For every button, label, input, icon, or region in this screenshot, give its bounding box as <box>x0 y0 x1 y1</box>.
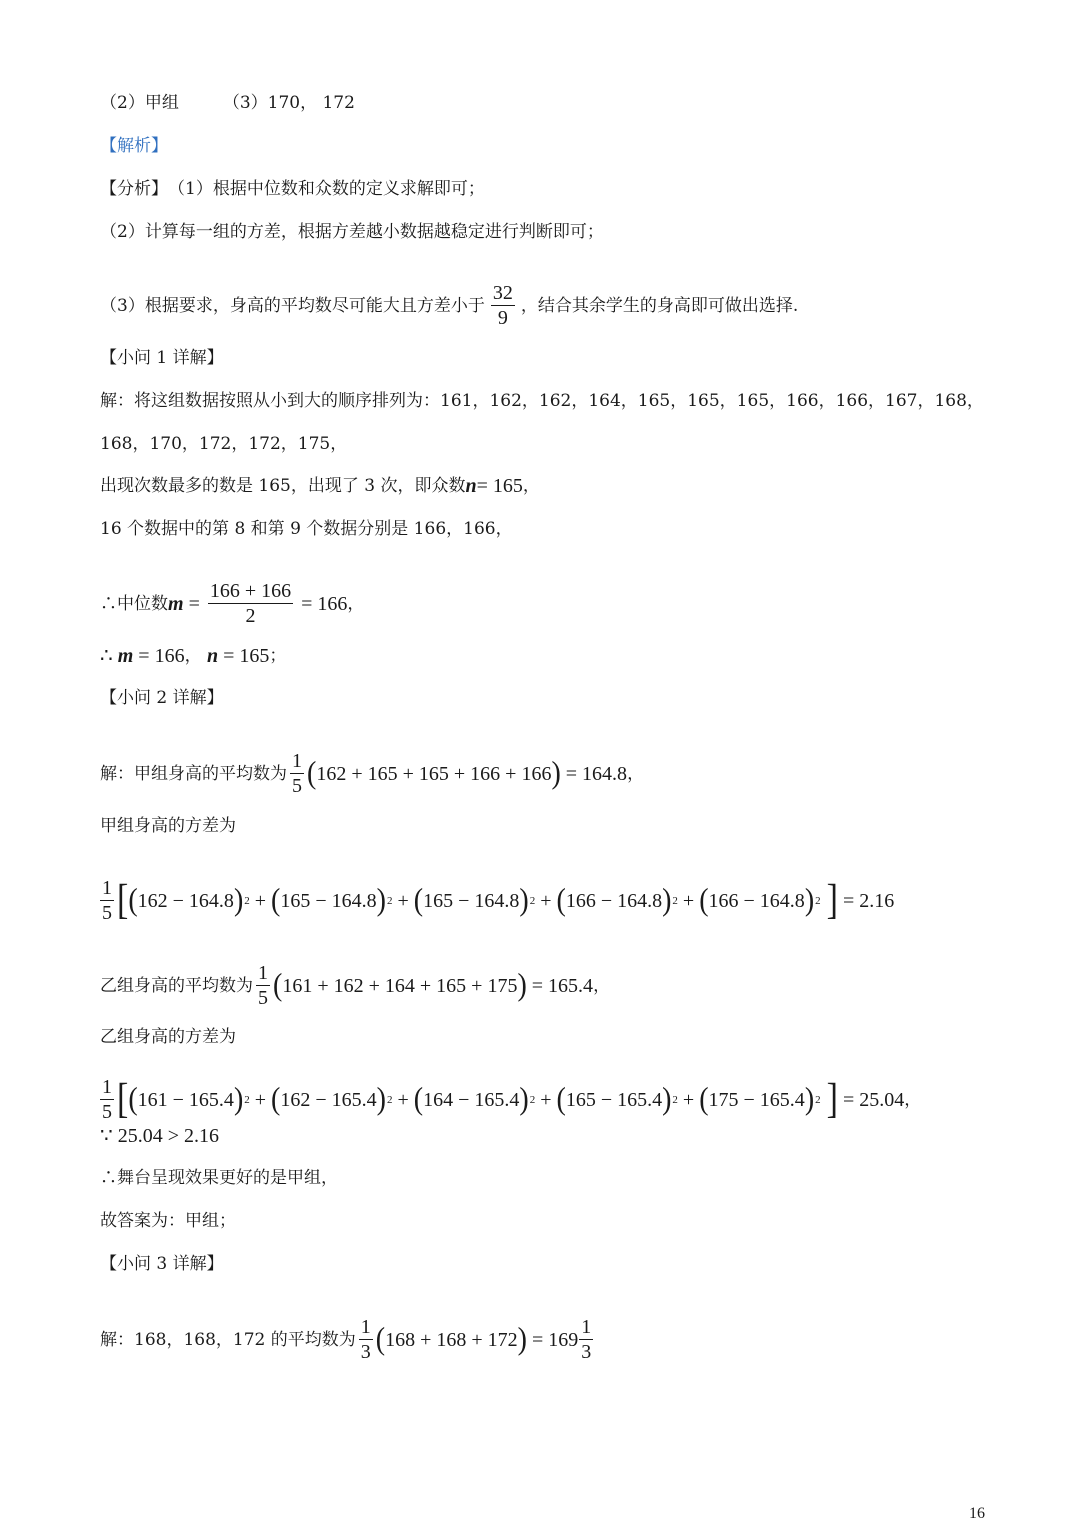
q2-heading: 【小问 2 详解】 <box>100 688 224 708</box>
q1-heading: 【小问 1 详解】 <box>100 348 224 368</box>
left-paren: ( <box>128 882 138 918</box>
q2-conclusion-line: ∴舞台呈现效果更好的是甲组， <box>100 1168 338 1188</box>
mode-equation: n = 165 <box>465 475 523 497</box>
left-paren: ( <box>271 1081 281 1117</box>
left-paren: ( <box>699 882 709 918</box>
q1-conclusion-line: ∴ m = 166 ， n = 165 ； <box>100 645 287 667</box>
left-paren: ( <box>375 1321 386 1357</box>
yi-mean-equation: $\frac{1}{5}$ ( 161 + 162 + 164 + 165 + 175 ) = 165.4 <box>258 962 594 1009</box>
q1-mode-line: 出现次数最多的数是 165，出现了 3 次，即众数 n = 165 ， <box>100 475 540 497</box>
one-third-fraction: $\frac{1}{3}$ <box>360 1316 371 1363</box>
q3-mean-line: 解：168，168，172 的平均数为 $\frac{1}{3}$ ( 168 + 168 + 172 ) = 169 $\frac{1}{3}$ <box>100 1316 1040 1363</box>
right-paren: ) <box>519 882 529 918</box>
one-fifth-fraction: $\frac{1}{5}$ <box>102 877 112 924</box>
answer-line <box>100 91 1040 115</box>
median-fraction: $\frac{166 + 166}{2}$ <box>209 580 292 627</box>
q2-jia-mean-line: 解：甲组身高的平均数为 $\frac{1}{5}$ ( 162 + 165 + 165 + 166 + 166 ) = 164.8 ， <box>100 750 645 797</box>
fenxi-line-1 <box>100 177 1040 201</box>
right-paren: ) <box>517 1321 527 1357</box>
right-paren: ) <box>662 882 672 918</box>
left-paren: ( <box>128 1081 138 1117</box>
right-paren: ) <box>519 1081 529 1117</box>
right-paren: ) <box>804 882 815 918</box>
left-bracket: [ <box>117 876 129 923</box>
fenxi-p3-before: （3）根据要求，身高的平均数尽可能大且方差小于 <box>100 295 485 316</box>
q2-yi-mean-line: 乙组身高的平均数为 $\frac{1}{5}$ ( 161 + 162 + 164 + 165 + 175 ) = 165.4 ， <box>100 962 611 1009</box>
left-paren: ( <box>556 1081 566 1117</box>
fenxi-line-3 <box>100 282 1040 329</box>
q1-sorted-line-1: 解：将这组数据按照从小到大的顺序排列为：161，162，162，164，165，165，165，166，166，167，168， <box>100 391 984 411</box>
q3-heading: 【小问 3 详解】 <box>100 1254 224 1274</box>
right-paren: ) <box>233 1081 244 1117</box>
q2-because-line: ∵ 25.04 > 2.16 <box>100 1125 220 1147</box>
mixed-number-result: = 169 $\frac{1}{3}$ <box>526 1316 592 1363</box>
q2-answer-line: 故答案为：甲组； <box>100 1211 236 1231</box>
right-paren: ) <box>233 882 244 918</box>
answer-q2: （2）甲组 <box>100 93 179 113</box>
right-bracket: ] <box>826 1075 838 1122</box>
jia-mean-equation: $\frac{1}{5}$ ( 162 + 165 + 165 + 166 + 166 ) = 164.8 <box>292 750 628 797</box>
jiexi-label: 【解析】 <box>100 136 168 156</box>
right-bracket: ] <box>826 876 838 923</box>
right-paren: ) <box>662 1081 672 1117</box>
page-number: 16 <box>969 1505 985 1522</box>
left-bracket: [ <box>117 1075 129 1122</box>
q3-mean-equation: $\frac{1}{3}$ ( 168 + 168 + 172 ) = 169 $\frac{1}{3}$ <box>356 1316 597 1363</box>
right-paren: ) <box>376 882 386 918</box>
right-paren: ) <box>517 967 527 1003</box>
q1-n-math: n = 165 <box>206 645 270 667</box>
fenxi-p3-after: ，结合其余学生的身高即可做出选择. <box>520 295 799 316</box>
left-paren: ( <box>556 882 566 918</box>
left-paren: ( <box>413 1081 424 1117</box>
q2-yi-var-line: $\frac{1}{5}$ [ ( 161 − 165.4 ) 2 + ( 162 − 165.4 ) 2 + ( 164 − 165.4 ) 2 + ( 165 − 165.4 ) 2 + ( 175 − 165.4 ) 2 ] = 25.04 ， <box>102 1075 922 1123</box>
right-paren: ) <box>804 1081 815 1117</box>
q1-conclusion-math: ∴ m = 166 <box>100 645 185 667</box>
left-paren: ( <box>273 967 283 1003</box>
right-paren: ) <box>376 1081 386 1117</box>
q2-yi-var-label: 乙组身高的方差为 <box>100 1027 236 1047</box>
q1-sorted-line-2: 168，170，172，172，175， <box>100 434 348 454</box>
median-equation: m = $\frac{166 + 166}{2}$ = 166 <box>168 580 348 627</box>
left-paren: ( <box>307 755 317 791</box>
yi-variance-equation: $\frac{1}{5}$ [ ( 161 − 165.4 ) 2 + ( 162 − 165.4 ) 2 + ( 164 − 165.4 ) 2 + ( 165 − 165.4 ) 2 + ( 175 − 165.4 ) 2 ] = 25.04 <box>102 1075 905 1123</box>
result-fraction: $\frac{1}{3}$ <box>581 1316 592 1363</box>
one-fifth-fraction: $\frac{1}{5}$ <box>292 750 302 797</box>
left-paren: ( <box>699 1081 709 1117</box>
fenxi-line-2: （2）计算每一组的方差，根据方差越小数据越稳定进行判断即可； <box>100 222 604 242</box>
q1-median-data-line: 16 个数据中的第 8 和第 9 个数据分别是 166，166， <box>100 519 513 539</box>
one-fifth-fraction: $\frac{1}{5}$ <box>258 962 268 1009</box>
q2-jia-var-label: 甲组身高的方差为 <box>100 816 236 836</box>
one-fifth-fraction: $\frac{1}{5}$ <box>102 1076 112 1123</box>
right-paren: ) <box>551 755 561 791</box>
jia-variance-equation: $\frac{1}{5}$ [ ( 162 − 164.8 ) 2 + ( 165 − 164.8 ) 2 + ( 165 − 164.8 ) 2 + ( 166 − 164.8 ) 2 + ( 166 − 164.8 ) 2 ] = 2.16 <box>102 876 895 924</box>
q2-jia-var-line <box>100 877 1040 924</box>
left-paren: ( <box>271 882 281 918</box>
fenxi-p1: （1）根据中位数和众数的定义求解即可； <box>168 179 485 199</box>
fenxi-label: 【分析】 <box>100 179 168 199</box>
answer-q3: （3）170， 172 <box>222 93 355 113</box>
q1-median-line: ∴中位数 m = $\frac{166 + 166}{2}$ = 166 ， <box>100 580 365 627</box>
left-paren: ( <box>413 882 424 918</box>
fraction-32-over-9: $\frac{32}{9}$ <box>492 282 513 329</box>
